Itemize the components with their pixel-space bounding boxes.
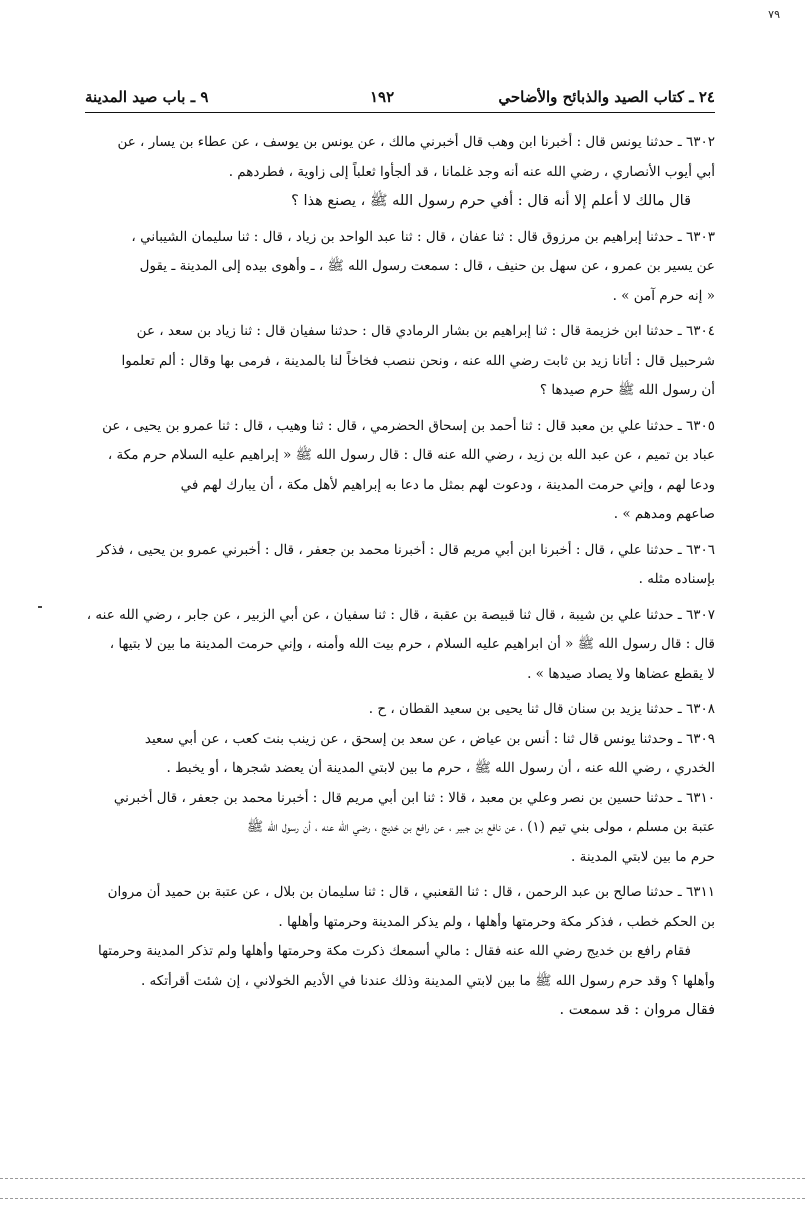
text-line: ٦٣١٠ ـ حدثنا حسين بن نصر وعلي بن معبد ، قالا : ثنا ابن أبي مريم قال : أخبرنا محمد بن جعفر ، قال أخبرني: [113, 789, 715, 806]
text-line: ٦٣٠٤ ـ حدثنا ابن خزيمة قال : ثنا إبراهيم بن بشار الرمادي قال : حدثنا سفيان قال : ثنا زياد بن سعد ، عن: [136, 323, 715, 339]
text-line: الخدري ، رضي الله عنه ، أن رسول الله ﷺ ، حرم ما بين لابتي المدينة أن يعضد شجرها ، أو يخبط .: [166, 760, 715, 776]
text-line: ٦٣٠٥ ـ حدثنا علي بن معبد قال : ثنا أحمد بن إسحاق الحضرمي ، قال : ثنا وهيب ، قال : ثنا عمرو بن يحيى ، عن: [102, 417, 715, 434]
text-line: عباد بن تميم ، عن عبد الله بن زيد ، رضي الله عنه قال : قال رسول الله ﷺ « إبراهيم عليه السلام حرم مكة ،: [107, 447, 715, 463]
chapter-title: ٩ ـ باب صيد المدينة: [85, 88, 209, 106]
text-line: لا يقطع عضاها ولا يصاد صيدها » .: [527, 665, 715, 682]
text-line: أبي أيوب الأنصاري ، رضي الله عنه أنه وجد غلمانا ، قد ألجأوا ثعلباً إلى زاوية ، فطردهم .: [228, 163, 715, 180]
text-line: ٦٣٠٢ ـ حدثنا يونس قال : أخبرنا ابن وهب قال أخبرني مالك ، عن يونس بن يوسف ، عن عطاء بن يسار ، عن: [117, 134, 715, 150]
text-line: أن رسول الله ﷺ حرم صيدها ؟: [539, 382, 715, 398]
margin-mark: [38, 606, 42, 608]
hadith-text-body: [85, 128, 715, 1026]
text-line: شرحبيل قال : أتانا زيد بن ثابت رضي الله عنه ، ونحن ننصب فخاخاً لنا بالمدينة ، فرمى بها وقال : ألم تعلموا: [121, 352, 715, 369]
text-line: فقال مروان : قد سمعت .: [559, 1002, 715, 1018]
text-line: قال مالك لا أعلم إلا أنه قال : أفي حرم رسول الله ﷺ ، يصنع هذا ؟: [291, 193, 691, 209]
text-line: ٦٣٠٧ ـ حدثنا علي بن شيبة ، قال ثنا قبيصة بن عقبة ، قال : ثنا سفيان ، عن أبي الزبير ، عن جابر ، رضي الله عنه ،: [86, 606, 715, 623]
text-line: ٦٣١١ ـ حدثنا صالح بن عبد الرحمن ، قال : ثنا القعنبي ، قال : ثنا سليمان بن بلال ، عن عتبة بن حميد أن مروان: [107, 884, 715, 900]
text-line: حرم ما بين لابتي المدينة .: [571, 848, 715, 865]
text-line: ٦٣٠٦ ـ حدثنا علي ، قال : أخبرنا ابن أبي مريم قال : أخبرنا محمد بن جعفر ، قال : أخبرني عمرو بن يحيى ، فذكر: [97, 541, 715, 558]
text-line: ٦٣٠٨ ـ حدثنا يزيد بن سنان قال ثنا يحيى بن سعيد القطان ، ح .: [368, 701, 715, 717]
text-line: ٦٣٠٣ ـ حدثنا إبراهيم بن مرزوق قال : ثنا عفان ، قال : ثنا عبد الواحد بن زياد ، قال : ثنا سليمان الشيباني ،: [131, 228, 715, 245]
text-line: « إنه حرم آمن » .: [612, 287, 715, 304]
text-line: فقام رافع بن خديج رضي الله عنه فقال : مالي أسمعك ذكرت مكة وحرمتها وأهلها ولم تذكر المدينة وحرمتها: [97, 943, 691, 959]
running-header: [85, 88, 715, 113]
scan-edge-line: [0, 1178, 805, 1179]
text-line: وأهلها ؟ وقد حرم رسول الله ﷺ ما بين لابتي المدينة وذلك عندنا في الأديم الخولاني ، إن شئت أقرأتكه .: [140, 972, 715, 989]
scan-edge-line: [0, 1198, 805, 1199]
text-line: عن يسير بن عمرو ، عن سهل بن حنيف ، قال : سمعت رسول الله ﷺ ، ـ وأهوى بيده إلى المدينة ـ يقول: [139, 258, 715, 274]
text-line: صاعهم ومدهم » .: [613, 506, 715, 522]
text-line: بن الحكم خطب ، فذكر مكة وحرمتها وأهلها ، ولم يذكر المدينة وحرمتها وأهلها .: [278, 913, 715, 930]
text-line: ودعا لهم ، وإني حرمت المدينة ، ودعوت لهم بمثل ما دعا به إبراهيم لأهل مكة ، أن يبارك لهم في: [180, 476, 715, 493]
page-number: ١٩٢: [370, 88, 395, 106]
text-line: قال : قال رسول الله ﷺ « أن ابراهيم عليه السلام ، حرم بيت الله وأمنه ، وإني حرمت المدينة ما بين لا بتيها ،: [109, 636, 715, 652]
corner-page-number: ٧٩: [768, 8, 780, 21]
text-line: ٦٣٠٩ ـ وحدثنا يونس قال ثنا : أنس بن عياض ، عن سعد بن إسحق ، عن زينب بنت كعب ، عن أبي سعيد: [144, 730, 715, 747]
text-line: بإسناده مثله .: [638, 571, 715, 587]
text-line: عتبة بن مسلم ، مولى بني تيم (١) ، عن نافع بن جبير ، عن رافع بن خديج ، رضي الله عنه ، أن رسول الله ﷺ: [246, 819, 715, 835]
book-title: ٢٤ ـ كتاب الصيد والذبائح والأضاحي: [498, 88, 715, 106]
